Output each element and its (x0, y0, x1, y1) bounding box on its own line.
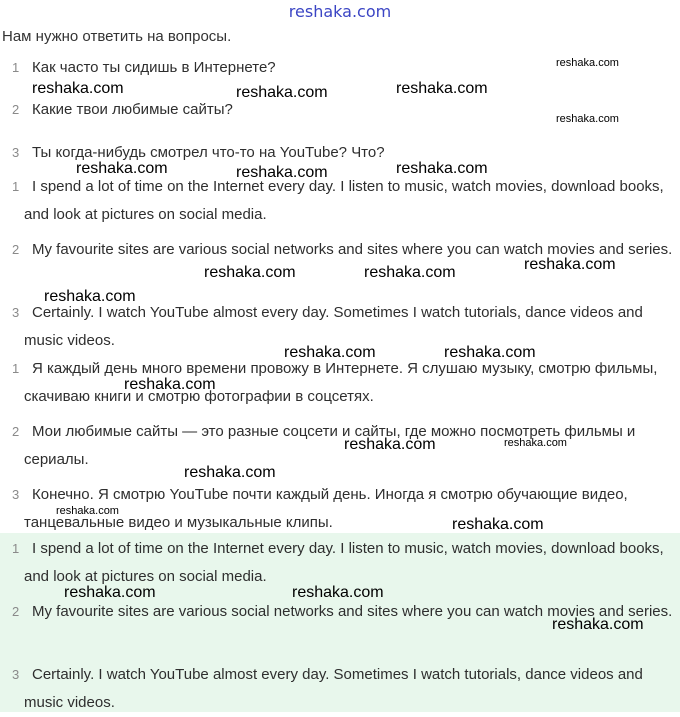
question-item (0, 96, 680, 124)
watermark: reshaka.com (504, 437, 567, 449)
watermark: reshaka.com (292, 584, 384, 601)
watermark: reshaka.com (204, 264, 296, 281)
watermark: reshaka.com (32, 80, 124, 97)
question-item (0, 54, 680, 82)
site-link[interactable]: reshaka.com (288, 2, 392, 21)
watermark: reshaka.com (524, 256, 616, 273)
item-number: 2 (12, 604, 20, 619)
item-number: 2 (12, 242, 20, 257)
answer-text: My favourite sites are various social networks and sites where you can watch movies and series. (32, 603, 673, 620)
answer-highlighted-item (0, 661, 680, 717)
answer-en-item (0, 236, 680, 264)
watermark: reshaka.com (124, 376, 216, 393)
watermark: reshaka.com (284, 344, 376, 361)
item-number: 3 (12, 487, 20, 502)
watermark: reshaka.com (552, 616, 644, 633)
answer-text: Мои любимые сайты — это разные соцсети и сайты, где можно посмотреть фильмы и сериалы. (24, 423, 636, 468)
item-number: 2 (12, 424, 20, 439)
item-number: 2 (12, 102, 20, 117)
question-text: Как часто ты сидишь в Интернете? (32, 59, 276, 76)
watermark: reshaka.com (184, 464, 276, 481)
answer-ru-item (0, 418, 680, 474)
watermark: reshaka.com (396, 160, 488, 177)
answer-en-item (0, 299, 680, 355)
answer-ru-item (0, 481, 680, 537)
item-number: 1 (12, 179, 20, 194)
watermark: reshaka.com (396, 80, 488, 97)
watermark: reshaka.com (556, 57, 619, 69)
watermark: reshaka.com (344, 436, 436, 453)
watermark: reshaka.com (444, 344, 536, 361)
item-number: 1 (12, 60, 20, 75)
answer-text: Certainly. I watch YouTube almost every day. Sometimes I watch tutorials, dance videos and music videos. (24, 666, 643, 711)
question-text: Ты когда-нибудь смотрел что-то на YouTube? Что? (32, 144, 385, 161)
answer-ru-item (0, 355, 680, 411)
item-number: 1 (12, 541, 20, 556)
intro-text: Нам нужно ответить на вопросы. (2, 28, 232, 45)
item-number: 3 (12, 145, 20, 160)
watermark: reshaka.com (236, 164, 328, 181)
watermark: reshaka.com (364, 264, 456, 281)
answer-text: Конечно. Я смотрю YouTube почти каждый день. Иногда я смотрю обучающие видео, танцевальные видео и музыкальные клипы. (24, 486, 628, 531)
watermark: reshaka.com (64, 584, 156, 601)
answer-text: Я каждый день много времени провожу в Интернете. Я слушаю музыку, смотрю фильмы, скачиваю книги и смотрю фотографии в соцсетях. (24, 360, 658, 405)
question-text: Какие твои любимые сайты? (32, 101, 233, 118)
watermark: reshaka.com (44, 288, 136, 305)
answer-highlighted-item (0, 535, 680, 591)
question-item (0, 139, 680, 167)
watermark: reshaka.com (452, 516, 544, 533)
item-number: 1 (12, 361, 20, 376)
item-number: 3 (12, 667, 20, 682)
answer-text: My favourite sites are various social networks and sites where you can watch movies and series. (32, 241, 673, 258)
answer-text: I spend a lot of time on the Internet every day. I listen to music, watch movies, download books, and look at pictures on social media. (24, 540, 664, 585)
watermark: reshaka.com (556, 113, 619, 125)
watermark: reshaka.com (236, 84, 328, 101)
answer-text: Certainly. I watch YouTube almost every day. Sometimes I watch tutorials, dance videos and music videos. (24, 304, 643, 349)
watermark: reshaka.com (56, 505, 119, 517)
item-number: 3 (12, 305, 20, 320)
answer-highlighted-item (0, 598, 680, 626)
watermark: reshaka.com (76, 160, 168, 177)
answer-text: I spend a lot of time on the Internet every day. I listen to music, watch movies, download books, and look at pictures on social media. (24, 178, 664, 223)
answer-en-item (0, 173, 680, 229)
